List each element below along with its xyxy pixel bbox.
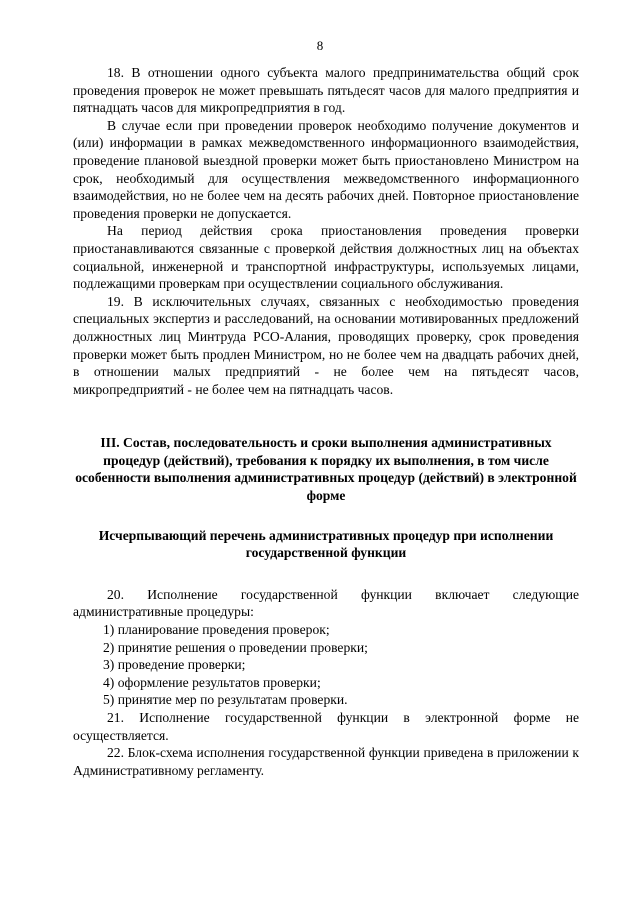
page-number: 8 [316, 38, 324, 53]
procedure-item: 4) оформление результатов проверки; [103, 674, 321, 690]
subsection-title: Исчерпывающий перечень административных процедур при исполнении государственной функции [98, 527, 554, 561]
procedure-item: 1) планирование проведения проверок; [103, 622, 330, 638]
paragraph-suspension: В случае если при проведении проверок необходимо получение документов и (или) информации в рамках межведомственного информационного взаимодействия, проведение плановой выездной проверки может быть приостановлено Министром на срок, необходимый для осуществления межведомственного информационного взаимодействия, но не более чем на десять рабочих дней. Повторное приостановление проведения проверки не допускается. [73, 117, 579, 221]
paragraph-20: 20. Исполнение государственной функции включает следующие административные процедуры: [73, 586, 579, 620]
paragraph-21: 21. Исполнение государственной функции в электронной форме не осуществляется. [73, 710, 579, 743]
procedure-item: 2) принятие решения о проведении проверки; [103, 639, 368, 655]
section-title: III. Состав, последовательность и сроки выполнения административных процедур (действий), требования к порядку их выполнения, в том числе особенности выполнения административных процедур (действий) в электронной форме [75, 435, 577, 504]
paragraph-18: 18. В отношении одного субъекта малого предпринимательства общий срок проведения проверок не может превышать пятьдесят часов для малого предприятия и пятнадцать часов для микропредприятия в год. [73, 65, 579, 116]
procedure-item: 3) проведение проверки; [103, 657, 246, 673]
procedures-list [73, 621, 579, 709]
paragraph-suspension-period: На период действия срока приостановления проведения проверки приостанавливаются связанные с проверкой действия должностных лиц на объектах социальной, инженерной и транспортной инфраструктуры, используемых лицами, подлежащими проверкам при осуществлении социального обслуживания. [73, 223, 579, 292]
paragraph-19: 19. В исключительных случаях, связанных с необходимостью проведения специальных экспертиз и расследований, на основании мотивированных предложений должностных лиц Минтруда РСО-Алания, проводящих проверку, срок проведения проверки может быть продлен Министром, но не более чем на двадцать рабочих дней, в отношении малых предприятий - не более чем на пятьдесят часов, микропредприятий - не более чем на пятнадцать часов. [73, 293, 579, 397]
document-body [73, 64, 579, 779]
paragraph-22: 22. Блок-схема исполнения государственной функции приведена в приложении к Административному регламенту. [73, 745, 579, 778]
procedure-item: 5) принятие мер по результатам проверки. [103, 692, 348, 708]
